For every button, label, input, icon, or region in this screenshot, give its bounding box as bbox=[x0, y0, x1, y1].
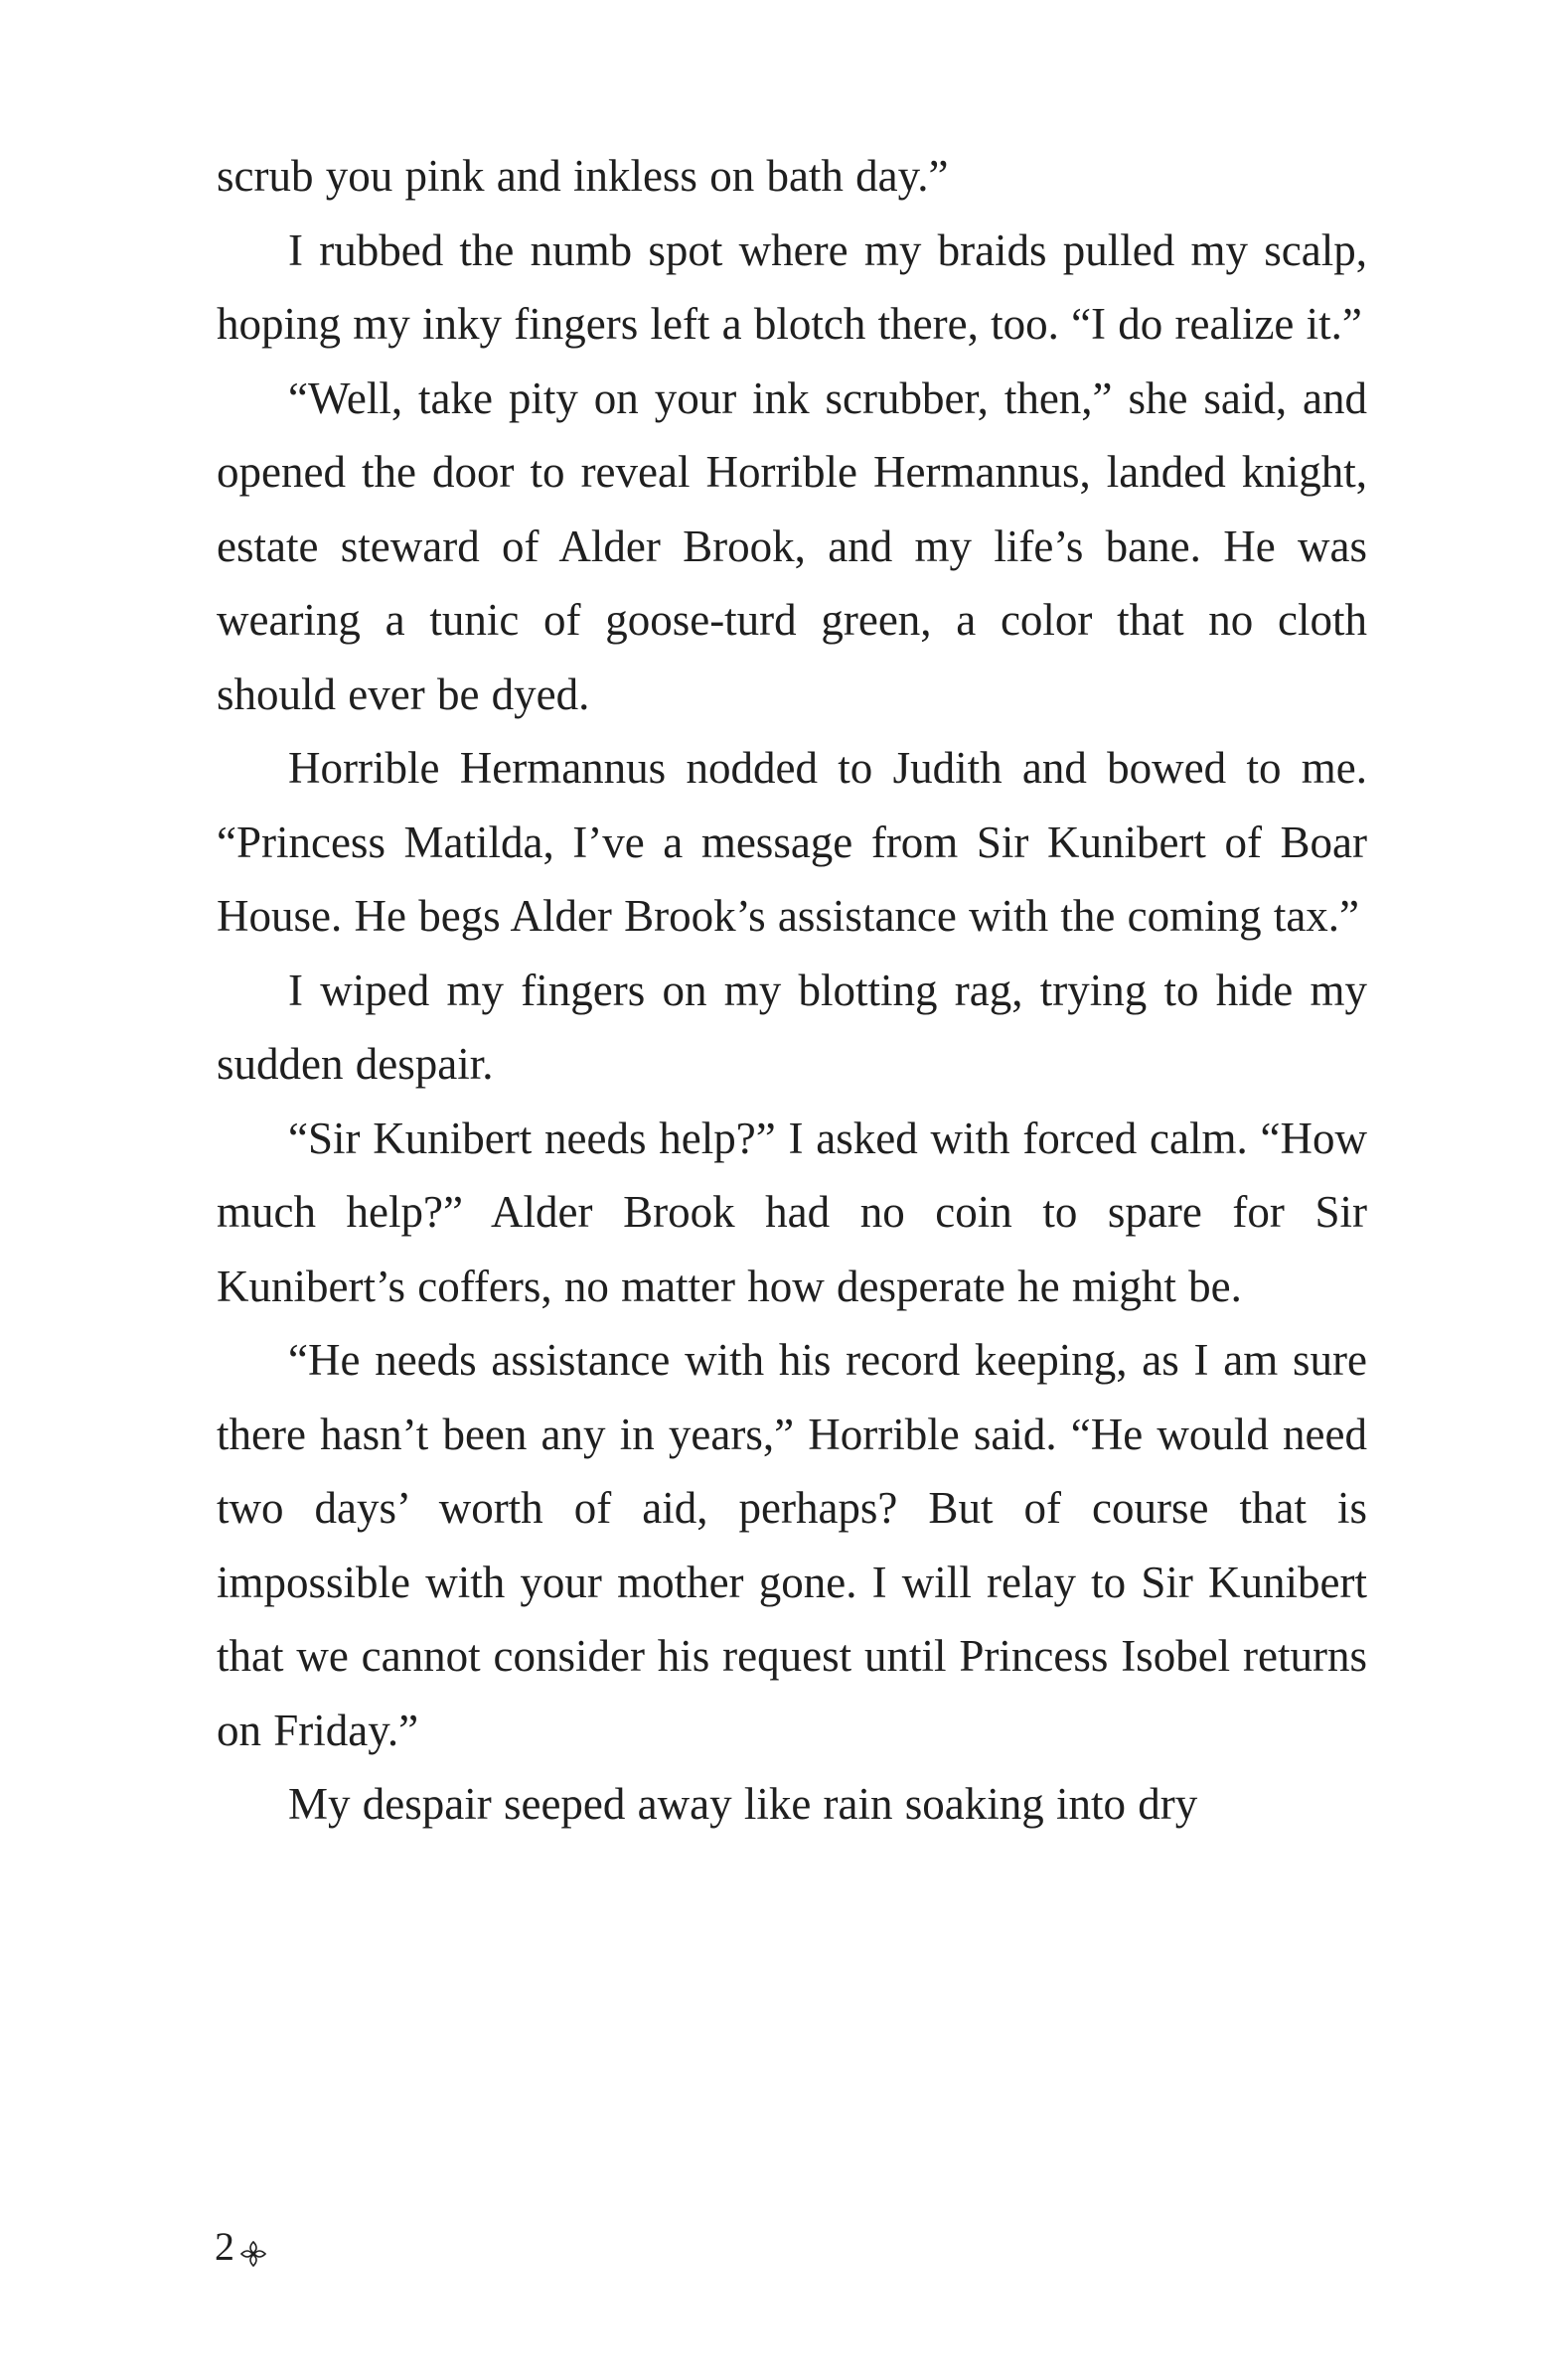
paragraph: Horrible Hermannus nodded to Judith and bowed to me. “Princess Matilda, I’ve a message from Sir Kunibert of Boar House. He begs Alder Brook’s assistance with the coming tax.” bbox=[217, 743, 1367, 941]
paragraph: “Sir Kunibert needs help?” I asked with forced calm. “How much help?” Alder Brook had no coin to spare for Sir Kunibert’s coffers, no matter how desperate he might be. bbox=[217, 1113, 1367, 1311]
body-text bbox=[217, 139, 1367, 1842]
page-footer bbox=[215, 2223, 268, 2271]
paragraph: My despair seeped away like rain soaking into dry bbox=[288, 1779, 1198, 1829]
paragraph: scrub you pink and inkless on bath day.” bbox=[217, 151, 949, 201]
paragraph: “Well, take pity on your ink scrubber, then,” she said, and opened the door to reveal Horrible Hermannus, landed knight, estate steward of Alder Brook, and my life’s bane. He was wearing a tunic of goose-turd green, a color that no cloth should ever be dyed. bbox=[217, 372, 1367, 719]
fleuron-icon bbox=[238, 2232, 268, 2262]
page-number: 2 bbox=[215, 2224, 234, 2269]
paragraph: I rubbed the numb spot where my braids pulled my scalp, hoping my inky fingers left a blotch there, too. “I do realize it.” bbox=[217, 224, 1367, 349]
paragraph: I wiped my fingers on my blotting rag, trying to hide my sudden despair. bbox=[217, 965, 1367, 1089]
paragraph: “He needs assistance with his record keeping, as I am sure there hasn’t been any in years,” Horrible said. “He would need two days’ worth of aid, perhaps? But of course that is impossible with your mother gone. I will relay to Sir Kunibert that we cannot consider his request until Princess Isobel returns on Friday.” bbox=[217, 1335, 1367, 1755]
